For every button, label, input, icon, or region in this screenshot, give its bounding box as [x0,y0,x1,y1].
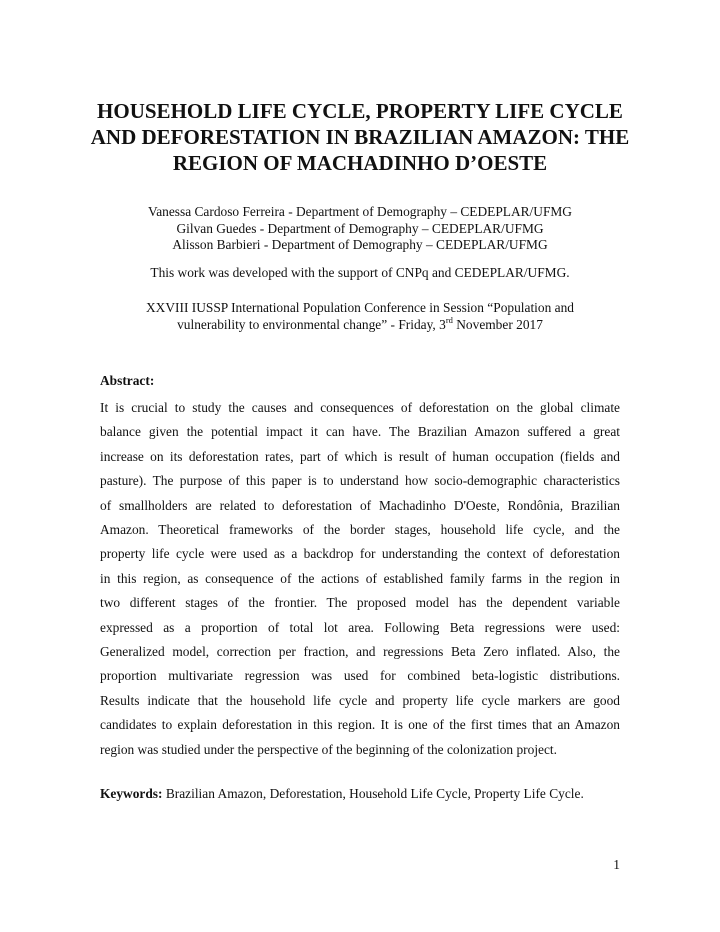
abstract-line: It is crucial to study the causes and consequences of deforestation on the global climate [100,400,620,415]
abstract-line: Generalized model, correction per fraction, and regressions Beta Zero inflated. Also, the [100,644,620,660]
title-line: AND DEFORESTATION IN BRAZILIAN AMAZON: THE [90,125,630,149]
abstract-body [100,396,620,762]
abstract-line: pasture). The purpose of this paper is to understand how socio-demographic characteristics [100,473,620,489]
author-line: Alisson Barbieri - Department of Demography – CEDEPLAR/UFMG [172,237,548,252]
conference-note [80,299,640,333]
abstract-line: expressed as a proportion of total lot area. Following Beta regressions were used: [100,619,620,635]
keywords-text: Brazilian Amazon, Deforestation, Household Life Cycle, Property Life Cycle. [162,786,584,801]
funding-statement: This work was developed with the support of CNPq and CEDEPLAR/UFMG. [150,265,570,280]
abstract-line: in this region, as consequence of the actions of established family farms in the region in [100,570,620,586]
abstract-line: region was studied under the perspective of the beginning of the colonization project. [100,741,558,757]
abstract-line: Amazon. Theoretical frameworks of the border stages, household life cycle, and the [100,522,620,538]
keywords-label: Keywords: [100,786,163,801]
abstract-line: proportion multivariate regression was used for combined beta-logistic distributions. [100,668,620,684]
keywords [100,785,640,802]
abstract-line: increase on its deforestation rates, part of which is result of human occupation (fields and [100,448,620,464]
abstract-heading: Abstract: [100,373,155,388]
abstract-line: of smallholders are related to deforestation of Machadinho D'Oeste, Rondônia, Brazilian [100,497,620,513]
abstract-line: two different stages of the frontier. The proposed model has the dependent variable [100,595,620,611]
author-list [80,204,640,254]
author-line: Vanessa Cardoso Ferreira - Department of Demography – CEDEPLAR/UFMG [148,204,572,219]
abstract-line: candidates to explain deforestation in this region. It is one of the first times that an Amazon [100,717,620,733]
author-line: Gilvan Guedes - Department of Demography – CEDEPLAR/UFMG [176,220,544,236]
page-number: 1 [613,857,620,872]
title-line: REGION OF MACHADINHO D’OESTE [172,151,548,175]
conference-line: XXVIII IUSSP International Population Conference in Session “Population and [146,300,574,315]
abstract-line: Results indicate that the household life cycle and property life cycle markers are good [100,692,620,708]
ordinal-superscript: rd [445,315,453,325]
paper-title [90,98,630,176]
conference-line-text: November 2017 [452,317,543,332]
abstract-line: property life cycle were used as a backdrop for understanding the context of deforestation [100,546,620,562]
conference-line [80,316,640,333]
conference-line-text: vulnerability to environmental change” - Friday, 3 [177,317,446,332]
title-line: HOUSEHOLD LIFE CYCLE, PROPERTY LIFE CYCLE [97,99,623,123]
abstract-line: balance given the potential impact it can have. The Brazilian Amazon suffered a great [100,424,620,440]
